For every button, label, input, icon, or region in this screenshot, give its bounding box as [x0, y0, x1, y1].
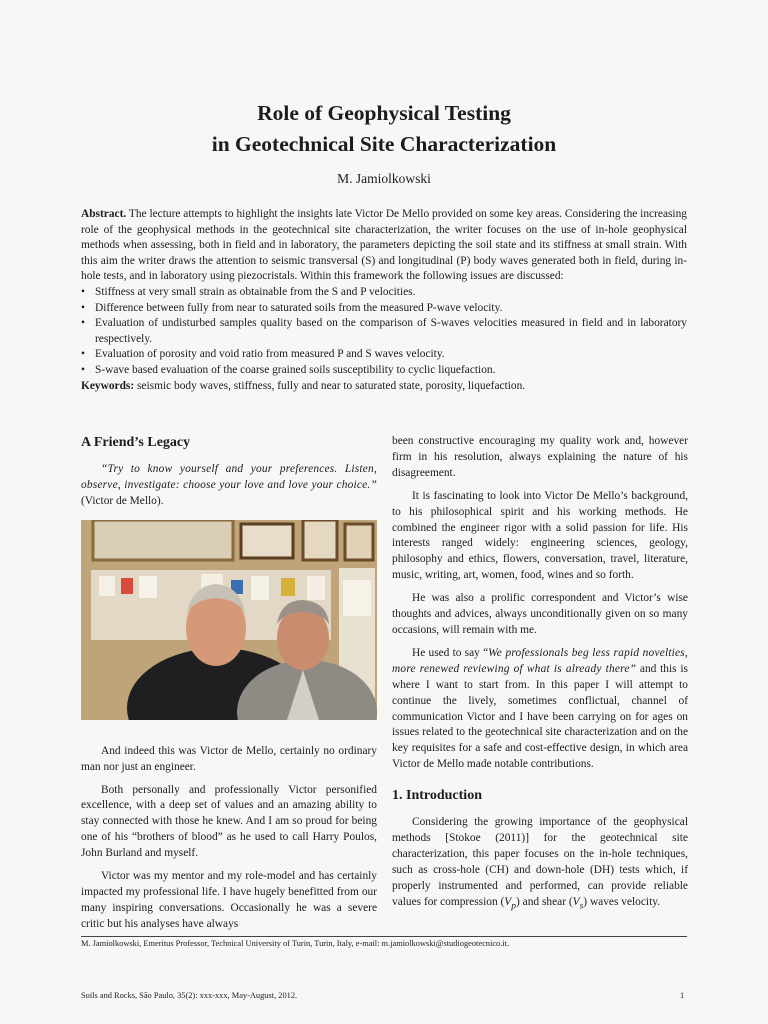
- right-paragraph-1: been constructive encouraging my quality work and, however firm in his resolution, always explaining the nature of his disagreement.: [392, 435, 688, 479]
- journal-citation: Soils and Rocks, São Paulo, 35(2): xxx-xxx, May-August, 2012.: [81, 991, 298, 1000]
- inline-quote: We professionals beg less rapid novelties, more renewed reviewing of what is already there”: [392, 646, 688, 675]
- right-paragraph-3: He was also a prolific correspondent and Victor’s wise thoughts and advices, always unconditionally given on so many occasions, will remain with me.: [392, 592, 688, 636]
- symbol-vs-base: V: [572, 895, 580, 908]
- symbol-vp: [504, 895, 517, 911]
- intro-text-c: ) waves velocity.: [583, 895, 661, 908]
- right-paragraph-4-end: and this is where I want to start from. In this paper I will attempt to continue the lively, sometimes conflictual, channel of communication Victor and I have been carrying on for ages on issues related to the geotechnical site characterization and on the key requisites for a safe and cost-effective design, in which area Victor de Mello made notable contributions.: [392, 662, 688, 771]
- right-paragraph-4: [392, 646, 688, 773]
- intro-text-a: Considering the growing importance of the geophysical methods [Stokoe (2011)] for the geotechnical site characterization, this paper focuses on the in-hole techniques, such as cross-hole (CH) and down-hole (DH) tests which, if properly instrumented and performed, can provide reliable values for compression (: [392, 816, 688, 908]
- abstract-block: [81, 207, 687, 394]
- abstract-bullet: • Evaluation of undisturbed samples quality based on the comparison of S-waves velocities measured in field and in laboratory respectively.: [81, 316, 687, 347]
- symbol-vs: [572, 895, 584, 911]
- left-column: [81, 434, 377, 940]
- left-paragraph-2: Both personally and professionally Victor personified excellence, with a deep set of values and an amazing ability to stay connected with those he knew. And I am so proud for being one of his “brothers of blood” as he used to call Harry Poulos, John Burland and myself.: [81, 783, 377, 860]
- keywords-label: Keywords:: [81, 379, 135, 392]
- abstract-bullet: • Stiffness at very small strain as obtainable from the S and P velocities.: [81, 285, 687, 301]
- abstract-bullet: • S-wave based evaluation of the coarse grained soils susceptibility to cyclic liquefaction.: [81, 363, 687, 379]
- epigraph-quote: “Try to know yourself and your preferences. Listen, observe, investigate: choose your love and love your choice.”: [81, 463, 377, 491]
- right-column: [392, 434, 688, 922]
- author-footnote: M. Jamiolkowski, Emeritus Professor, Technical University of Turin, Turin, Italy, e-mail: m.jamiolkowski@studiogeotecnico.it.: [81, 939, 510, 948]
- abstract-label: Abstract.: [81, 208, 127, 220]
- footnote-divider: [81, 936, 687, 937]
- epigraph: [81, 462, 377, 510]
- paper-title: [0, 98, 768, 160]
- title-line-1: Role of Geophysical Testing: [257, 101, 511, 125]
- portrait-photo: [81, 520, 377, 720]
- right-paragraph-2: It is fascinating to look into Victor De Mello’s background, to his philosophical spirit and his working methods. He combined the engineer rigor with a solid passion for life. His interests ranged widely: engineering sciences, geology, philosophy and ethics, flowers, conversation, travel, literature, music, writing, art, women, food, wines and so forth.: [392, 489, 688, 582]
- introduction-paragraph: [392, 815, 688, 915]
- intro-text-b: ) and shear (: [516, 895, 573, 908]
- abstract-paragraph: [81, 207, 687, 285]
- symbol-vp-base: V: [504, 895, 512, 908]
- right-paragraph-4-start: He used to say “: [412, 646, 489, 659]
- section-heading-friends-legacy: A Friend’s Legacy: [81, 435, 191, 450]
- symbol-vp-subscript: p: [511, 900, 517, 911]
- abstract-bullet: • Difference between fully from near to saturated soils from the measured P-wave velocity.: [81, 301, 687, 317]
- left-paragraph-1: And indeed this was Victor de Mello, certainly no ordinary man nor just an engineer.: [81, 744, 377, 773]
- epigraph-attribution: (Victor de Mello).: [81, 494, 164, 507]
- keywords-line: [81, 379, 687, 395]
- left-paragraph-3: Victor was my mentor and my role-model and has certainly impacted my professional life. I have hugely benefitted from our many inspiring conversations. Occasionally he was a severe critic but his analyses have always: [81, 870, 377, 930]
- section-heading-introduction: 1. Introduction: [392, 788, 482, 804]
- portrait-photo-illustration: [81, 520, 377, 720]
- title-line-2: in Geotechnical Site Characterization: [211, 132, 557, 156]
- abstract-bullet: • Evaluation of porosity and void ratio from measured P and S waves velocity.: [81, 347, 687, 363]
- abstract-text: The lecture attempts to highlight the insights late Victor De Mello provided on some key areas. Considering the increasing role of the geophysical methods in the geotechnical site characterization, the writer focuses on the use of in-hole geophysical methods when assessing, both in field and in laboratory, the parameters depicting the soil state and its stiffness at small strain. With this aim the writer draws the attention to seismic transversal (S) and longitudinal (P) body waves generated both in field, during in-hole tests, and in laboratory using piezocristals. Within this framework the following issues are discussed:: [81, 208, 687, 283]
- symbol-vs-subscript: s: [579, 900, 584, 911]
- page-number: 1: [680, 991, 685, 1000]
- author-name: M. Jamiolkowski: [337, 171, 431, 186]
- keywords-text: seismic body waves, stiffness, fully and near to saturated state, porosity, liquefaction.: [134, 379, 526, 392]
- abstract-issue-list: [81, 285, 687, 379]
